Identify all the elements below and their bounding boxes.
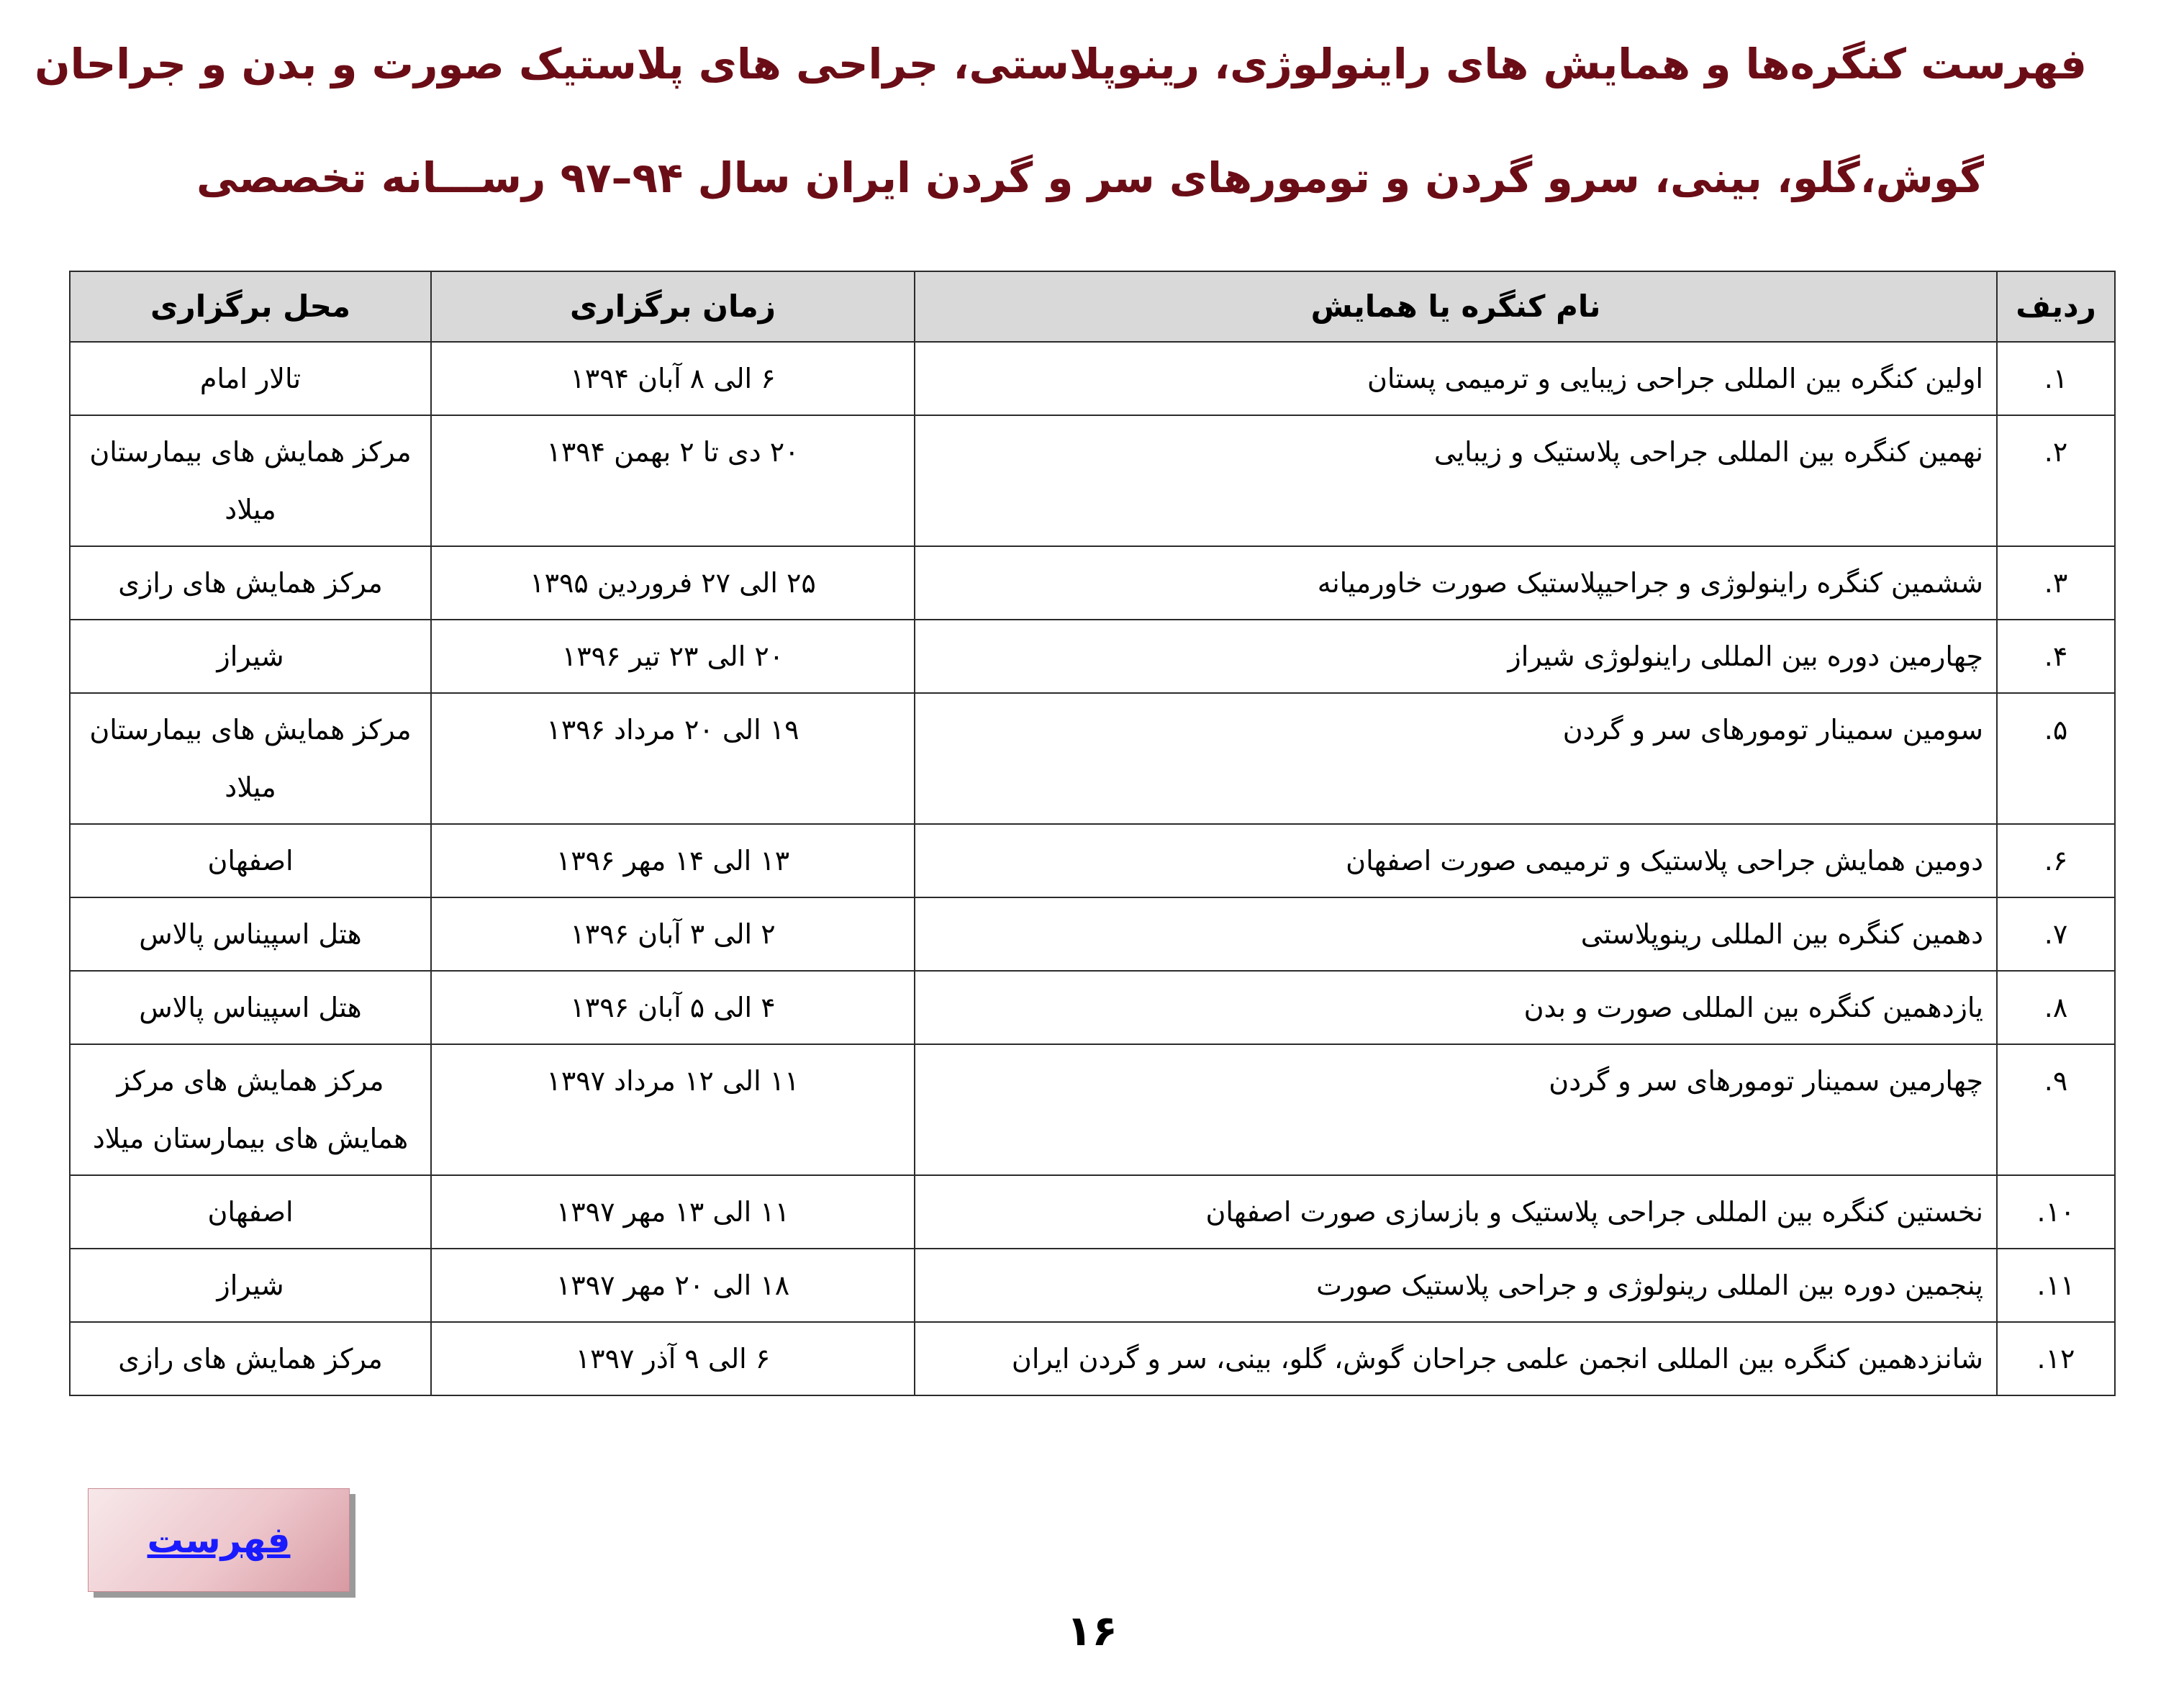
table-row	[70, 1175, 2115, 1249]
event-name-cell: دهمین کنگره بین المللی رینوپلاستی	[915, 897, 1997, 971]
table-header-row	[70, 271, 2115, 342]
event-place-cell: اصفهان	[70, 1175, 431, 1249]
event-name-cell: نهمین کنگره بین المللی جراحی پلاستیک و زیبایی	[915, 415, 1997, 546]
row-number-cell: ۱۱.	[1997, 1249, 2115, 1322]
event-date-cell: ۲ الی ۳ آبان ۱۳۹۶	[431, 897, 915, 971]
event-name-cell: چهارمین سمینار تومورهای سر و گردن	[915, 1044, 1997, 1175]
event-place-cell: مرکز همایش های بیمارستان میلاد	[70, 415, 431, 546]
event-name-cell: ششمین کنگره راینولوژی و جراحیپلاستیک صورت خاورمیانه	[915, 546, 1997, 620]
row-number-cell: ۴.	[1997, 620, 2115, 693]
table-row	[70, 1044, 2115, 1175]
row-number-cell: ۸.	[1997, 971, 2115, 1044]
event-name-cell: شانزدهمین کنگره بین المللی انجمن علمی جراحان گوش، گلو، بینی، سر و گردن ایران	[915, 1322, 1997, 1395]
header-event-place: محل برگزاری	[70, 271, 431, 342]
page-title-line-1: فهرست کنگره‌ها و همایش های راینولوژی، رینوپلاستی، جراحی های پلاستیک صورت و بدن و جراحان	[35, 40, 2087, 89]
table-body	[70, 342, 2115, 1395]
event-place-cell: اصفهان	[70, 824, 431, 897]
event-date-cell: ۶ الی ۸ آبان ۱۳۹۴	[431, 342, 915, 415]
table-row	[70, 897, 2115, 971]
event-name-cell: پنجمین دوره بین المللی رینولوژی و جراحی پلاستیک صورت	[915, 1249, 1997, 1322]
table-row	[70, 546, 2115, 620]
table-row	[70, 824, 2115, 897]
event-date-cell: ۱۳ الی ۱۴ مهر ۱۳۹۶	[431, 824, 915, 897]
event-place-cell: مرکز همایش های رازی	[70, 546, 431, 620]
event-name-cell: چهارمین دوره بین المللی راینولوژی شیراز	[915, 620, 1997, 693]
index-button[interactable]	[88, 1488, 350, 1592]
event-date-cell: ۲۵ الی ۲۷ فروردین ۱۳۹۵	[431, 546, 915, 620]
event-date-cell: ۶ الی ۹ آذر ۱۳۹۷	[431, 1322, 915, 1395]
row-number-cell: ۳.	[1997, 546, 2115, 620]
row-number-cell: ۷.	[1997, 897, 2115, 971]
row-number-cell: ۲.	[1997, 415, 2115, 546]
event-place-cell: تالار امام	[70, 342, 431, 415]
event-place-cell: هتل اسپیناس پالاس	[70, 897, 431, 971]
event-place-cell: مرکز همایش های مرکز همایش های بیمارستان میلاد	[70, 1044, 431, 1175]
event-name-cell: اولین کنگره بین المللی جراحی زیبایی و ترمیمی پستان	[915, 342, 1997, 415]
index-link[interactable]: فهرست	[147, 1519, 291, 1561]
table-row	[70, 620, 2115, 693]
page-number: ۱۶	[1066, 1606, 1118, 1655]
event-place-cell: شیراز	[70, 620, 431, 693]
row-number-cell: ۵.	[1997, 693, 2115, 824]
event-name-cell: سومین سمینار تومورهای سر و گردن	[915, 693, 1997, 824]
event-date-cell: ۲۰ الی ۲۳ تیر ۱۳۹۶	[431, 620, 915, 693]
row-number-cell: ۱.	[1997, 342, 2115, 415]
event-date-cell: ۱۱ الی ۱۲ مرداد ۱۳۹۷	[431, 1044, 915, 1175]
event-place-cell: هتل اسپیناس پالاس	[70, 971, 431, 1044]
event-place-cell: مرکز همایش های رازی	[70, 1322, 431, 1395]
table-row	[70, 415, 2115, 546]
event-name-cell: نخستین کنگره بین المللی جراحی پلاستیک و بازسازی صورت اصفهان	[915, 1175, 1997, 1249]
page-title-line-2: گوش،گلو، بینی، سرو گردن و تومورهای سر و گردن ایران سال ۹۴–۹۷ رســـانه تخصصی	[196, 153, 1984, 202]
event-name-cell: یازدهمین کنگره بین المللی صورت و بدن	[915, 971, 1997, 1044]
event-place-cell: مرکز همایش های بیمارستان میلاد	[70, 693, 431, 824]
header-row-number: ردیف	[1997, 271, 2115, 342]
row-number-cell: ۹.	[1997, 1044, 2115, 1175]
event-date-cell: ۲۰ دی تا ۲ بهمن ۱۳۹۴	[431, 415, 915, 546]
row-number-cell: ۱۰.	[1997, 1175, 2115, 1249]
row-number-cell: ۱۲.	[1997, 1322, 2115, 1395]
header-event-name: نام کنگره یا همایش	[915, 271, 1997, 342]
event-date-cell: ۱۹ الی ۲۰ مرداد ۱۳۹۶	[431, 693, 915, 824]
table-row	[70, 693, 2115, 824]
row-number-cell: ۶.	[1997, 824, 2115, 897]
table-row	[70, 342, 2115, 415]
congress-table	[69, 271, 2116, 1396]
table-row	[70, 1322, 2115, 1395]
table-row	[70, 1249, 2115, 1322]
event-name-cell: دومین همایش جراحی پلاستیک و ترمیمی صورت اصفهان	[915, 824, 1997, 897]
event-place-cell: شیراز	[70, 1249, 431, 1322]
table-row	[70, 971, 2115, 1044]
header-event-date: زمان برگزاری	[431, 271, 915, 342]
event-date-cell: ۱۸ الی ۲۰ مهر ۱۳۹۷	[431, 1249, 915, 1322]
event-date-cell: ۴ الی ۵ آبان ۱۳۹۶	[431, 971, 915, 1044]
event-date-cell: ۱۱ الی ۱۳ مهر ۱۳۹۷	[431, 1175, 915, 1249]
